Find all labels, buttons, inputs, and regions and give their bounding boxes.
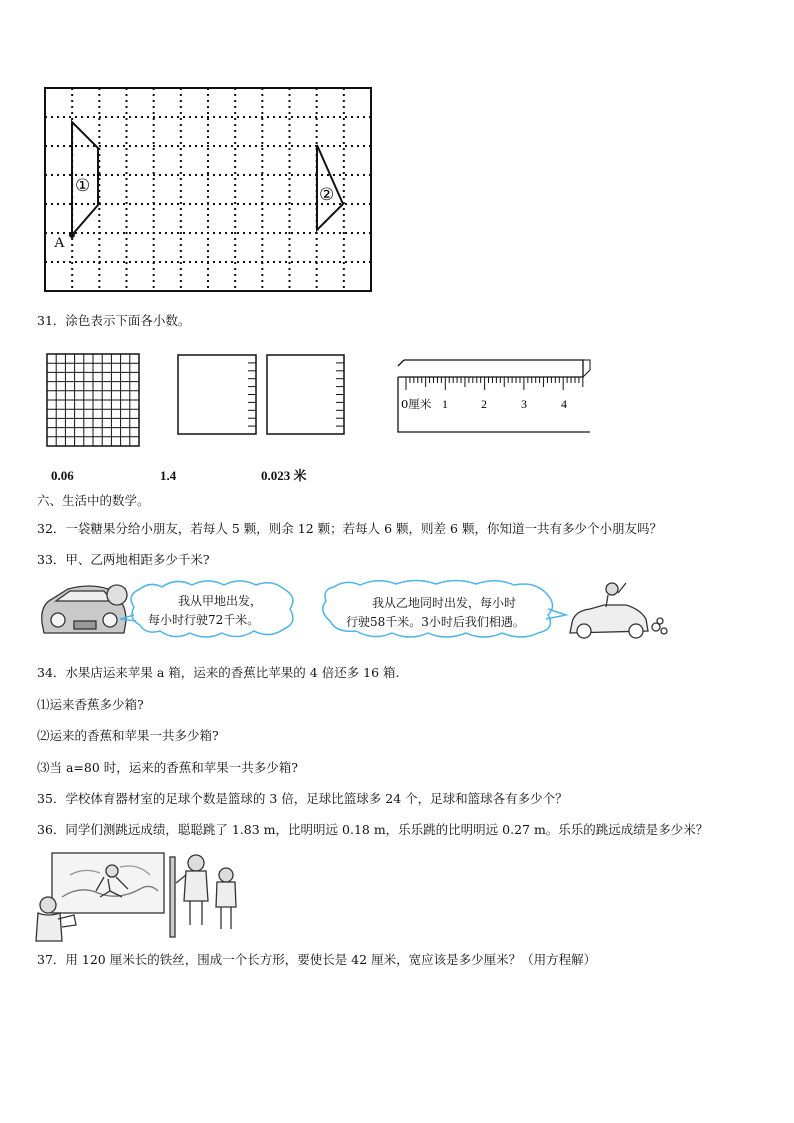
ruler-tick-label-2: 2 bbox=[481, 397, 487, 411]
hundred-grid-lines bbox=[47, 354, 139, 446]
question-34: 34．水果店运来苹果 a 箱，运来的香蕉比苹果的 4 倍还多 16 箱. bbox=[37, 665, 400, 680]
value-1-4: 1.4 bbox=[160, 468, 177, 483]
tenths-square-1 bbox=[178, 355, 256, 434]
point-a-label: A bbox=[54, 235, 65, 251]
ruler bbox=[398, 360, 590, 432]
bubble-2-line-1: 我从乙地同时出发，每小时 bbox=[372, 596, 517, 610]
question-32: 32．一袋糖果分给小朋友，若每人 5 颗，则余 12 颗；若每人 6 颗，则差 6 颗，你知道一共有多少个小朋友吗？ bbox=[37, 521, 662, 536]
sandpit-icon bbox=[52, 853, 164, 913]
ruler-tick-label-3: 3 bbox=[521, 397, 527, 411]
question-36: 36．同学们测跳远成绩，聪聪跳了 1.83 m，比明明远 0.18 m，乐乐跳的比明明远 0.27 m。乐乐的跳远成绩是多少米？ bbox=[37, 822, 709, 837]
question-33: 33．甲、乙两地相距多少千米? bbox=[37, 552, 210, 567]
ruler-ticks bbox=[406, 377, 583, 390]
question-37: 37．用 120 厘米长的铁丝，围成一个长方形，要使长是 42 厘米，宽应该是多少厘米？（用方程解） bbox=[37, 952, 597, 967]
question-35: 35．学校体育器材室的足球个数是篮球的 3 倍，足球比篮球多 24 个，足球和篮球各有多少个？ bbox=[37, 791, 568, 806]
tenths-ticks-2 bbox=[336, 363, 344, 426]
fraction-figures bbox=[0, 340, 794, 460]
measuring-pole-icon bbox=[170, 857, 175, 937]
shape-1-label: ① bbox=[75, 176, 91, 196]
question-34-sub-3: ⑶当 a=80 时，运来的香蕉和苹果一共多少箱? bbox=[37, 760, 298, 775]
ruler-tick-label-1: 1 bbox=[442, 397, 448, 411]
value-0-023-m: 0.023 米 bbox=[261, 468, 307, 483]
bubble-1-line-2: 每小时行驶72千米。 bbox=[148, 613, 260, 627]
student-1-figure-icon bbox=[176, 855, 208, 925]
ruler-tick-label-4: 4 bbox=[561, 397, 567, 411]
car-right-icon bbox=[570, 583, 667, 638]
shape-2-label: ② bbox=[319, 185, 335, 205]
section-6-heading: 六、生活中的数学。 bbox=[37, 493, 150, 508]
student-2-figure-icon bbox=[216, 868, 236, 929]
grid-figure bbox=[0, 0, 794, 300]
car-left-icon bbox=[42, 585, 127, 633]
bubble-2-line-2: 行驶58千米。3小时后我们相遇。 bbox=[346, 615, 525, 629]
question-34-sub-2: ⑵运来的香蕉和苹果一共多少箱? bbox=[37, 728, 219, 743]
speech-bubble-1 bbox=[120, 581, 293, 637]
q33-illustration bbox=[0, 575, 794, 650]
bubble-1-line-1: 我从甲地出发， bbox=[178, 594, 263, 608]
tenths-square-2 bbox=[267, 355, 344, 434]
tenths-ticks-1 bbox=[248, 363, 256, 426]
ruler-unit-label: 0厘米 bbox=[401, 397, 432, 411]
value-0-06: 0.06 bbox=[51, 468, 74, 483]
question-31: 31．涂色表示下面各小数。 bbox=[37, 313, 191, 328]
point-a-dot bbox=[69, 232, 75, 238]
question-34-sub-1: ⑴运来香蕉多少箱? bbox=[37, 697, 144, 712]
q36-illustration bbox=[0, 845, 794, 945]
